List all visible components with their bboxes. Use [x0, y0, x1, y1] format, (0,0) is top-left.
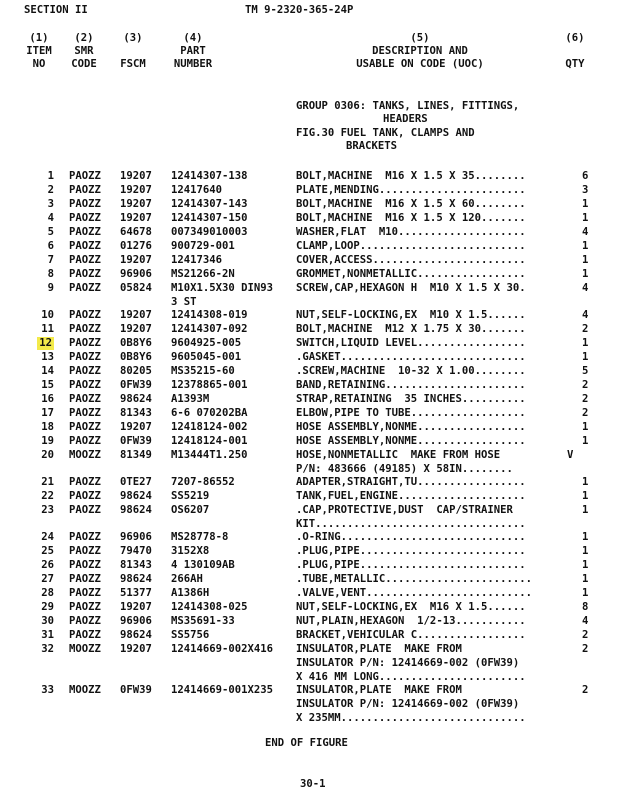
table-row	[0, 531, 621, 544]
fscm-code: 19207	[120, 212, 152, 224]
item-number: 28	[41, 587, 54, 599]
item-number: 12	[39, 337, 52, 349]
part-number: 12414308-025	[171, 601, 248, 613]
smr-code: PAOZZ	[69, 490, 101, 502]
smr-code: PAOZZ	[69, 198, 101, 210]
fscm-code: 64678	[120, 226, 152, 238]
col6-h1: (6)	[565, 32, 585, 44]
fscm-code: 0FW39	[120, 684, 152, 696]
part-number: 6-6 070202BA	[171, 407, 248, 419]
group-line-2: HEADERS	[383, 113, 428, 125]
quantity: 1	[582, 421, 589, 433]
description: COVER,ACCESS........................	[296, 254, 526, 266]
part-number: 12414669-002X416	[171, 643, 274, 655]
fscm-code: 0TE27	[120, 476, 152, 488]
fscm-code: 98624	[120, 393, 152, 405]
quantity: 1	[582, 490, 589, 502]
smr-code: PAOZZ	[69, 184, 101, 196]
fscm-code: 81349	[120, 449, 152, 461]
group-line-1: GROUP 0306: TANKS, LINES, FITTINGS,	[296, 100, 520, 112]
smr-code: PAOZZ	[69, 212, 101, 224]
table-row	[0, 282, 621, 308]
quantity: V	[567, 449, 574, 461]
smr-code: PAOZZ	[69, 615, 101, 627]
part-number: MS28778-8	[171, 531, 229, 543]
fscm-code: 19207	[120, 254, 152, 266]
table-row	[0, 170, 621, 183]
description: STRAP,RETAINING 35 INCHES..........	[296, 393, 526, 405]
part-number: 7207-86552	[171, 476, 235, 488]
table-row	[0, 490, 621, 503]
smr-code: PAOZZ	[69, 587, 101, 599]
table-row	[0, 198, 621, 211]
table-row	[0, 615, 621, 628]
quantity: 2	[582, 323, 589, 335]
smr-code: PAOZZ	[69, 365, 101, 377]
table-row	[0, 476, 621, 489]
item-number: 11	[41, 323, 54, 335]
part-number-cont: 3 ST	[171, 296, 197, 308]
item-number: 14	[41, 365, 54, 377]
table-row	[0, 226, 621, 239]
description: BOLT,MACHINE M12 X 1.75 X 30.......	[296, 323, 526, 335]
smr-code: PAOZZ	[69, 601, 101, 613]
description-cont: X 416 MM LONG.......................	[296, 671, 526, 683]
part-number: SS5756	[171, 629, 210, 641]
table-row	[0, 573, 621, 586]
smr-code: PAOZZ	[69, 337, 101, 349]
item-number: 17	[41, 407, 54, 419]
item-number: 7	[47, 254, 54, 266]
quantity: 2	[582, 393, 589, 405]
part-number: 9605045-001	[171, 351, 242, 363]
smr-code: PAOZZ	[69, 421, 101, 433]
part-number: MS35691-33	[171, 615, 235, 627]
item-number: 26	[41, 559, 54, 571]
item-number: 31	[41, 629, 54, 641]
part-number: 266AH	[171, 573, 203, 585]
description: GROMMET,NONMETALLIC.................	[296, 268, 526, 280]
part-number: SS5219	[171, 490, 210, 502]
item-number: 5	[47, 226, 54, 238]
smr-code: PAOZZ	[69, 254, 101, 266]
part-number: 900729-001	[171, 240, 235, 252]
description: .PLUG,PIPE..........................	[296, 545, 526, 557]
page-number: 30-1	[300, 778, 326, 790]
fscm-code: 19207	[120, 184, 152, 196]
table-row	[0, 629, 621, 642]
description: ELBOW,PIPE TO TUBE..................	[296, 407, 526, 419]
part-number: 12414307-150	[171, 212, 248, 224]
item-number: 2	[47, 184, 54, 196]
fscm-code: 96906	[120, 615, 152, 627]
smr-code: PAOZZ	[69, 573, 101, 585]
quantity: 4	[582, 615, 589, 627]
description: NUT,SELF-LOCKING,EX M10 X 1.5......	[296, 309, 526, 321]
quantity: 1	[582, 435, 589, 447]
quantity: 4	[582, 282, 589, 294]
description-cont: INSULATOR P/N: 12414669-002 (0FW39)	[296, 657, 520, 669]
table-row	[0, 351, 621, 364]
item-number: 20	[41, 449, 54, 461]
smr-code: PAOZZ	[69, 476, 101, 488]
smr-code: PAOZZ	[69, 268, 101, 280]
description-cont: KIT.................................	[296, 518, 526, 530]
item-number: 19	[41, 435, 54, 447]
part-number: 12417640	[171, 184, 223, 196]
quantity: 1	[582, 198, 589, 210]
fscm-code: 19207	[120, 643, 152, 655]
description: .O-RING.............................	[296, 531, 526, 543]
table-row	[0, 379, 621, 392]
description: BRACKET,VEHICULAR C.................	[296, 629, 526, 641]
smr-code: PAOZZ	[69, 282, 101, 294]
quantity: 2	[582, 379, 589, 391]
fscm-code: 0B8Y6	[120, 337, 152, 349]
smr-code: MOOZZ	[69, 684, 101, 696]
description: BOLT,MACHINE M16 X 1.5 X 60........	[296, 198, 526, 210]
description: HOSE,NONMETALLIC MAKE FROM HOSE	[296, 449, 501, 461]
col4-h1: (4)	[183, 32, 203, 44]
col1-h3: NO	[32, 58, 46, 70]
item-number: 3	[47, 198, 54, 210]
smr-code: MOOZZ	[69, 643, 101, 655]
smr-code: PAOZZ	[69, 351, 101, 363]
table-row	[0, 504, 621, 530]
description: .TUBE,METALLIC.......................	[296, 573, 532, 585]
item-number: 27	[41, 573, 54, 585]
part-number: A1386H	[171, 587, 210, 599]
item-number: 30	[41, 615, 54, 627]
smr-code: PAOZZ	[69, 545, 101, 557]
table-row	[0, 212, 621, 225]
table-row	[0, 268, 621, 281]
description: PLATE,MENDING.......................	[296, 184, 526, 196]
part-number: 12417346	[171, 254, 223, 266]
tm-number: TM 9-2320-365-24P	[245, 4, 354, 16]
smr-code: PAOZZ	[69, 379, 101, 391]
quantity: 1	[582, 573, 589, 585]
description: SCREW,CAP,HEXAGON H M10 X 1.5 X 30.	[296, 282, 526, 294]
quantity: 1	[582, 337, 589, 349]
description: NUT,PLAIN,HEXAGON 1/2-13...........	[296, 615, 526, 627]
fscm-code: 96906	[120, 531, 152, 543]
table-row	[0, 545, 621, 558]
part-number: OS6207	[171, 504, 210, 516]
item-number: 1	[47, 170, 54, 182]
fscm-code: 80205	[120, 365, 152, 377]
description: INSULATOR,PLATE MAKE FROM	[296, 643, 462, 655]
smr-code: PAOZZ	[69, 309, 101, 321]
item-number: 13	[41, 351, 54, 363]
fscm-code: 19207	[120, 309, 152, 321]
col3-h1: (3)	[123, 32, 143, 44]
smr-code: PAOZZ	[69, 240, 101, 252]
part-number: MS35215-60	[171, 365, 235, 377]
description: .GASKET.............................	[296, 351, 526, 363]
fscm-code: 19207	[120, 421, 152, 433]
quantity: 1	[582, 545, 589, 557]
table-row	[0, 407, 621, 420]
description: BOLT,MACHINE M16 X 1.5 X 120.......	[296, 212, 526, 224]
table-row	[0, 365, 621, 378]
fscm-code: 05824	[120, 282, 152, 294]
part-number: 12414307-143	[171, 198, 248, 210]
quantity: 1	[582, 587, 589, 599]
item-number: 15	[41, 379, 54, 391]
part-number: 12414307-092	[171, 323, 248, 335]
part-number: 12414308-019	[171, 309, 248, 321]
col2-h1: (2)	[74, 32, 94, 44]
item-number: 18	[41, 421, 54, 433]
smr-code: PAOZZ	[69, 393, 101, 405]
item-number: 9	[47, 282, 54, 294]
table-row	[0, 393, 621, 406]
col5-h3: USABLE ON CODE (UOC)	[356, 58, 484, 70]
fscm-code: 01276	[120, 240, 152, 252]
item-number: 22	[41, 490, 54, 502]
smr-code: PAOZZ	[69, 629, 101, 641]
figure-title-line-1: FIG.30 FUEL TANK, CLAMPS AND	[296, 127, 475, 139]
smr-code: PAOZZ	[69, 323, 101, 335]
table-row	[0, 559, 621, 572]
description: SWITCH,LIQUID LEVEL.................	[296, 337, 526, 349]
col2-h3: CODE	[71, 58, 97, 70]
table-row	[0, 240, 621, 253]
col4-h2: PART	[180, 45, 206, 57]
smr-code: PAOZZ	[69, 170, 101, 182]
item-number: 32	[41, 643, 54, 655]
col1-h2: ITEM	[26, 45, 52, 57]
table-row	[0, 421, 621, 434]
description: BAND,RETAINING......................	[296, 379, 526, 391]
item-number: 33	[41, 684, 54, 696]
table-row	[0, 337, 621, 350]
item-number: 29	[41, 601, 54, 613]
table-row	[0, 435, 621, 448]
description: .CAP,PROTECTIVE,DUST CAP/STRAINER	[296, 504, 513, 516]
quantity: 2	[582, 629, 589, 641]
table-row	[0, 449, 621, 475]
table-row	[0, 184, 621, 197]
description: TANK,FUEL,ENGINE....................	[296, 490, 526, 502]
description: NUT,SELF-LOCKING,EX M16 X 1.5......	[296, 601, 526, 613]
fscm-code: 81343	[120, 407, 152, 419]
quantity: 1	[582, 351, 589, 363]
fscm-code: 98624	[120, 573, 152, 585]
fscm-code: 0B8Y6	[120, 351, 152, 363]
part-number: 12418124-001	[171, 435, 248, 447]
quantity: 4	[582, 309, 589, 321]
quantity: 2	[582, 684, 589, 696]
quantity: 1	[582, 212, 589, 224]
description-cont: X 235MM.............................	[296, 712, 526, 724]
quantity: 1	[582, 559, 589, 571]
table-row	[0, 601, 621, 614]
part-number: 3152X8	[171, 545, 210, 557]
description: WASHER,FLAT M10....................	[296, 226, 526, 238]
item-number: 6	[47, 240, 54, 252]
part-number: 12414669-001X235	[171, 684, 274, 696]
quantity: 1	[582, 504, 589, 516]
smr-code: PAOZZ	[69, 226, 101, 238]
table-row	[0, 684, 621, 724]
fscm-code: 19207	[120, 198, 152, 210]
item-number: 23	[41, 504, 54, 516]
table-row	[0, 309, 621, 322]
col5-h2: DESCRIPTION AND	[372, 45, 468, 57]
item-number: 21	[41, 476, 54, 488]
item-number: 10	[41, 309, 54, 321]
fscm-code: 98624	[120, 504, 152, 516]
col1-h1: (1)	[29, 32, 49, 44]
col2-h2: SMR	[74, 45, 94, 57]
part-number: 4 130109AB	[171, 559, 235, 571]
table-row	[0, 643, 621, 683]
end-of-figure: END OF FIGURE	[265, 737, 348, 749]
fscm-code: 81343	[120, 559, 152, 571]
part-number: 12414307-138	[171, 170, 248, 182]
description: .VALVE,VENT..........................	[296, 587, 532, 599]
smr-code: PAOZZ	[69, 435, 101, 447]
col3-h3: FSCM	[120, 58, 146, 70]
description: ADAPTER,STRAIGHT,TU.................	[296, 476, 526, 488]
item-number: 4	[47, 212, 54, 224]
col6-h3: QTY	[565, 58, 585, 70]
quantity: 8	[582, 601, 589, 613]
description-cont: P/N: 483666 (49185) X 58IN........	[296, 463, 513, 475]
quantity: 1	[582, 240, 589, 252]
col4-h3: NUMBER	[173, 58, 213, 70]
description: INSULATOR,PLATE MAKE FROM	[296, 684, 462, 696]
part-number: 12378865-001	[171, 379, 248, 391]
part-number: 9604925-005	[171, 337, 242, 349]
fscm-code: 79470	[120, 545, 152, 557]
quantity: 1	[582, 254, 589, 266]
table-row	[0, 587, 621, 600]
description: .PLUG,PIPE..........................	[296, 559, 526, 571]
fscm-code: 0FW39	[120, 379, 152, 391]
quantity: 1	[582, 531, 589, 543]
description: BOLT,MACHINE M16 X 1.5 X 35........	[296, 170, 526, 182]
smr-code: MOOZZ	[69, 449, 101, 461]
fscm-code: 19207	[120, 170, 152, 182]
part-number: M13444T1.250	[171, 449, 248, 461]
quantity: 1	[582, 268, 589, 280]
quantity: 2	[582, 407, 589, 419]
part-number: MS21266-2N	[171, 268, 235, 280]
description-cont: INSULATOR P/N: 12414669-002 (0FW39)	[296, 698, 520, 710]
fscm-code: 96906	[120, 268, 152, 280]
item-number: 16	[41, 393, 54, 405]
fscm-code: 98624	[120, 490, 152, 502]
description: CLAMP,LOOP..........................	[296, 240, 526, 252]
description: .SCREW,MACHINE 10-32 X 1.00........	[296, 365, 526, 377]
quantity: 6	[582, 170, 589, 182]
figure-title-line-2: BRACKETS	[346, 140, 398, 152]
fscm-code: 19207	[120, 601, 152, 613]
section-label: SECTION II	[24, 4, 88, 16]
smr-code: PAOZZ	[69, 559, 101, 571]
fscm-code: 51377	[120, 587, 152, 599]
part-number: 12418124-002	[171, 421, 248, 433]
part-number: M10X1.5X30 DIN93	[171, 282, 274, 294]
fscm-code: 0FW39	[120, 435, 152, 447]
item-number: 25	[41, 545, 54, 557]
part-number: 007349010003	[171, 226, 248, 238]
fscm-code: 19207	[120, 323, 152, 335]
quantity: 2	[582, 643, 589, 655]
quantity: 4	[582, 226, 589, 238]
description: HOSE ASSEMBLY,NONME.................	[296, 421, 526, 433]
quantity: 5	[582, 365, 589, 377]
table-row	[0, 323, 621, 336]
smr-code: PAOZZ	[69, 504, 101, 516]
smr-code: PAOZZ	[69, 407, 101, 419]
quantity: 1	[582, 476, 589, 488]
quantity: 3	[582, 184, 589, 196]
smr-code: PAOZZ	[69, 531, 101, 543]
part-number: A1393M	[171, 393, 210, 405]
fscm-code: 98624	[120, 629, 152, 641]
item-number: 24	[41, 531, 54, 543]
table-row	[0, 254, 621, 267]
description: HOSE ASSEMBLY,NONME.................	[296, 435, 526, 447]
item-number: 8	[47, 268, 54, 280]
col5-h1: (5)	[410, 32, 430, 44]
